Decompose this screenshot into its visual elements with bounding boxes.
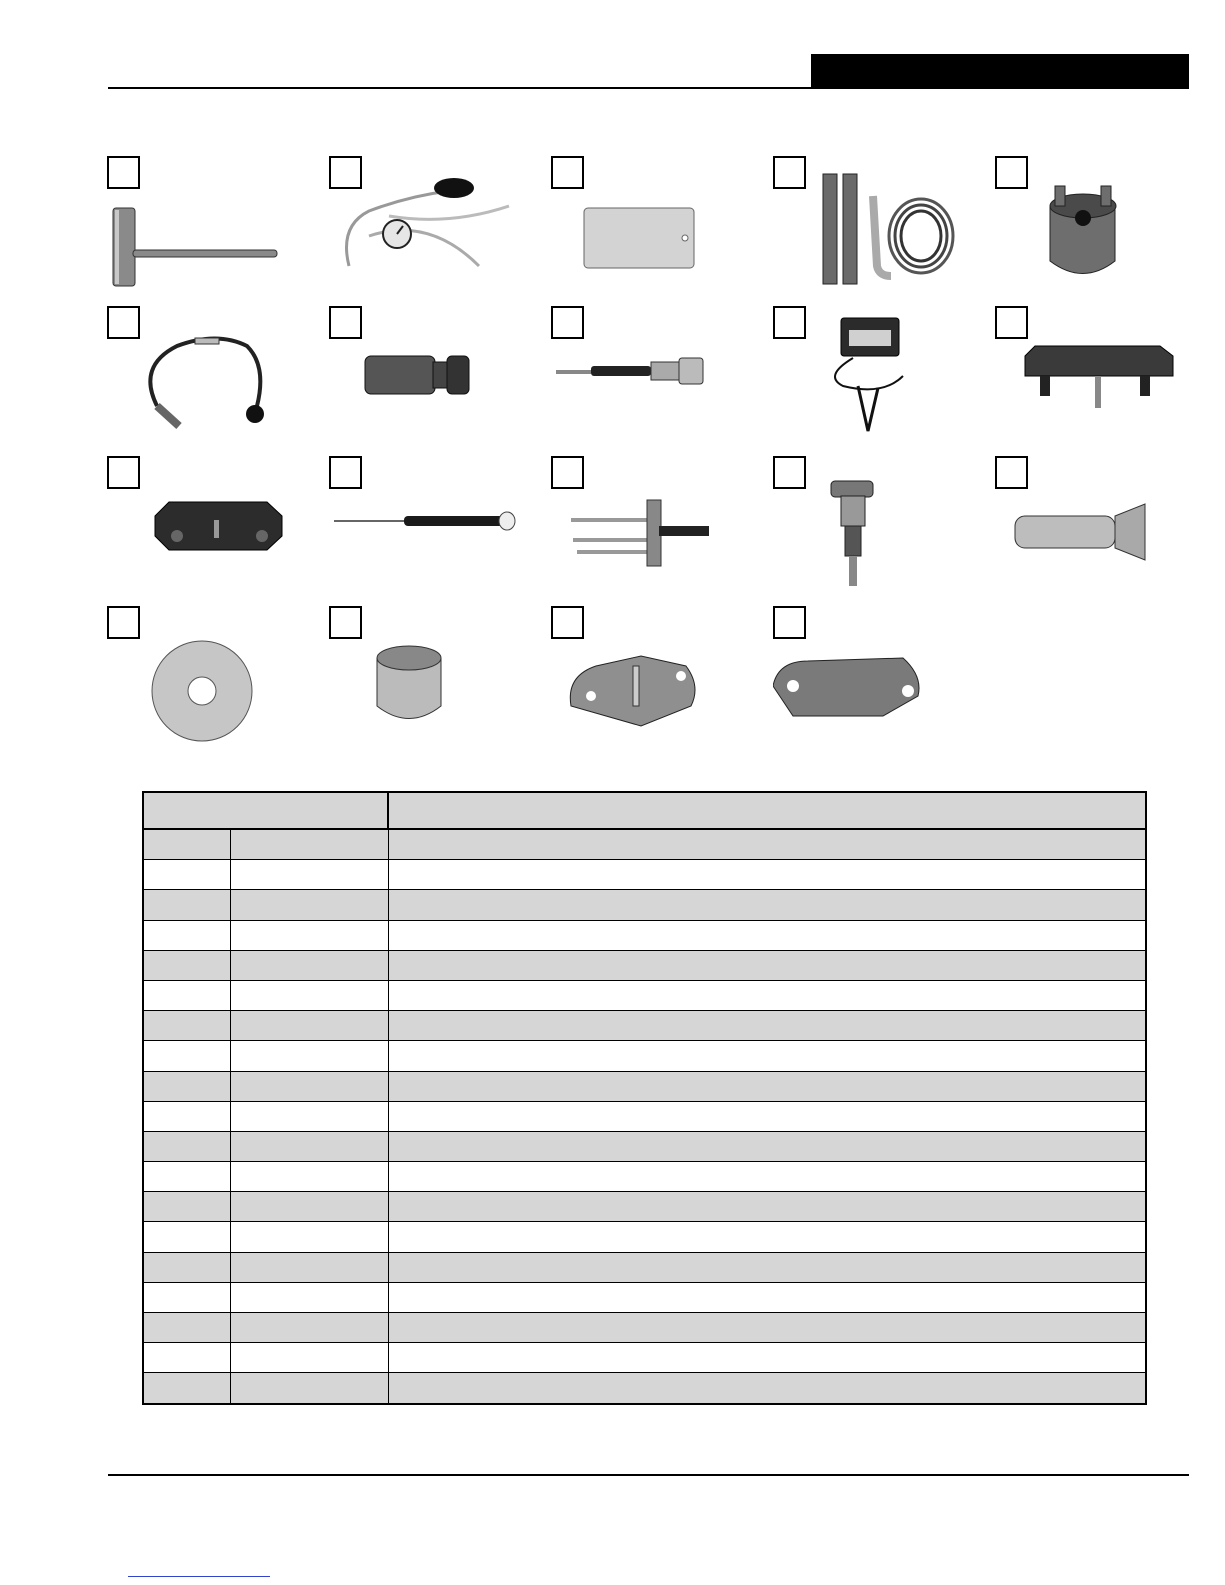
table-cell [230, 1313, 388, 1343]
item-number-box [773, 156, 806, 189]
table-row [143, 1343, 1146, 1373]
tool-13 [551, 456, 761, 596]
table-row [143, 1282, 1146, 1312]
table-cell [143, 980, 230, 1010]
table-cell [230, 1192, 388, 1222]
item-number-box [329, 156, 362, 189]
tool-8 [551, 306, 761, 446]
bottom-link-underline[interactable] [128, 1576, 270, 1577]
tool-9 [773, 306, 983, 446]
item-number-box [551, 306, 584, 339]
table-cell [143, 860, 230, 890]
table-cell [143, 1313, 230, 1343]
table-cell [143, 1041, 230, 1071]
table-row [143, 860, 1146, 890]
table-row [143, 950, 1146, 980]
tool-16 [107, 606, 317, 746]
table-row [143, 1192, 1146, 1222]
tool-18 [551, 606, 761, 746]
table-row [143, 1313, 1146, 1343]
table-row [143, 980, 1146, 1010]
table-row [143, 1252, 1146, 1282]
table-cell [230, 1222, 388, 1252]
table-cell [143, 1011, 230, 1041]
table-cell [143, 950, 230, 980]
table-header-cell [388, 792, 1146, 829]
tool-19 [773, 606, 983, 746]
table-cell [388, 950, 1146, 980]
table-cell [230, 1071, 388, 1101]
table-cell [230, 920, 388, 950]
table-cell [230, 1282, 388, 1312]
table-cell [143, 920, 230, 950]
table-row [143, 1011, 1146, 1041]
table-cell [388, 1343, 1146, 1373]
table-cell [230, 829, 388, 860]
item-number-box [551, 606, 584, 639]
table-cell [143, 1192, 230, 1222]
tool-2 [329, 156, 539, 296]
table-cell [388, 1162, 1146, 1192]
item-number-box [773, 306, 806, 339]
table-cell [143, 829, 230, 860]
tool-1 [107, 156, 317, 296]
table-cell [388, 1222, 1146, 1252]
item-number-box [329, 606, 362, 639]
table-cell [230, 950, 388, 980]
item-number-box [995, 156, 1028, 189]
table-cell [230, 1101, 388, 1131]
tool-4 [773, 156, 983, 296]
table-header-row [143, 792, 1146, 829]
table-cell [230, 1373, 388, 1404]
table-row [143, 1041, 1146, 1071]
table-cell [388, 1041, 1146, 1071]
item-number-box [107, 606, 140, 639]
table-cell [230, 890, 388, 920]
table-cell [143, 890, 230, 920]
table-cell [388, 1252, 1146, 1282]
table-cell [143, 1131, 230, 1161]
tool-5 [995, 156, 1205, 296]
table-cell [143, 1282, 230, 1312]
table-cell [388, 1192, 1146, 1222]
item-number-box [551, 156, 584, 189]
table-cell [230, 1162, 388, 1192]
tool-11 [107, 456, 317, 596]
table-cell [230, 1343, 388, 1373]
header-rule [108, 87, 1189, 89]
table-cell [388, 1131, 1146, 1161]
footer-rule [108, 1474, 1189, 1476]
item-number-box [773, 456, 806, 489]
tool-3 [551, 156, 761, 296]
table-row [143, 1373, 1146, 1404]
table-cell [388, 1313, 1146, 1343]
tool-14 [773, 456, 983, 596]
table-cell [230, 1131, 388, 1161]
tool-15 [995, 456, 1205, 596]
table-cell [143, 1252, 230, 1282]
item-number-box [551, 456, 584, 489]
table-cell [230, 1041, 388, 1071]
tool-10 [995, 306, 1205, 446]
item-number-box [329, 306, 362, 339]
table-cell [230, 1011, 388, 1041]
table-cell [143, 1373, 230, 1404]
table-header-cell [143, 792, 388, 829]
header-bar [811, 54, 1189, 89]
table-row [143, 920, 1146, 950]
table-cell [388, 890, 1146, 920]
tool-6 [107, 306, 317, 446]
item-number-box [995, 456, 1028, 489]
item-number-box [107, 156, 140, 189]
tool-12 [329, 456, 539, 596]
parts-table [142, 791, 1147, 1405]
table-cell [388, 1011, 1146, 1041]
table-cell [388, 920, 1146, 950]
table-row [143, 1162, 1146, 1192]
table-cell [388, 860, 1146, 890]
item-number-box [995, 306, 1028, 339]
table-cell [143, 1162, 230, 1192]
tool-17 [329, 606, 539, 746]
table-row [143, 1131, 1146, 1161]
table-cell [143, 1222, 230, 1252]
table-cell [388, 980, 1146, 1010]
item-number-box [329, 456, 362, 489]
table-row [143, 1101, 1146, 1131]
table-cell [388, 1071, 1146, 1101]
table-cell [143, 1071, 230, 1101]
table-cell [388, 829, 1146, 860]
table-row [143, 1071, 1146, 1101]
table-cell [388, 1282, 1146, 1312]
table-cell [388, 1101, 1146, 1131]
item-number-box [773, 606, 806, 639]
item-number-box [107, 456, 140, 489]
table-cell [143, 1101, 230, 1131]
table-row [143, 829, 1146, 860]
table-row [143, 890, 1146, 920]
table-cell [230, 860, 388, 890]
table-cell [388, 1373, 1146, 1404]
table-cell [230, 980, 388, 1010]
table-cell [230, 1252, 388, 1282]
item-number-box [107, 306, 140, 339]
table-row [143, 1222, 1146, 1252]
table-cell [143, 1343, 230, 1373]
tool-7 [329, 306, 539, 446]
